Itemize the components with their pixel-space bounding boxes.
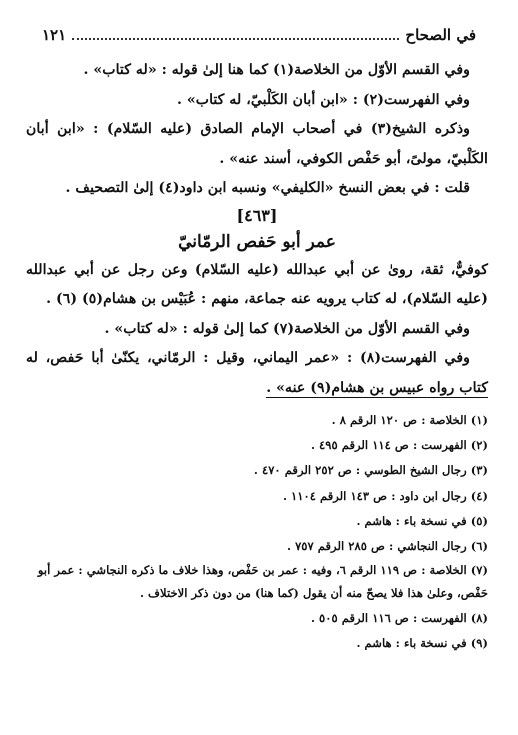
page-header bbox=[42, 22, 476, 48]
footnote: (٦) رجال النجاشي : ص ٢٨٥ الرقم ٧٥٧ . bbox=[286, 539, 488, 554]
footnote: (١) الخلاصة : ص ١٢٠ الرقم ٨ . bbox=[331, 413, 488, 427]
paragraph: وذكره الشيخ(٣) في أصحاب الإمام الصادق (عليه السّلام) : «ابن أبان الكَلْبيّ، مولىً، أبو حَفْص الكوفي، أسند عنه» . bbox=[26, 121, 488, 167]
paragraph: كوفيٌّ، ثقة، روىٰ عن أبي عبدالله (عليه السّلام) وعن رجل عن أبي عبدالله (عليه السّلام)، له كتاب يرويه عنه جماعة، منهم : عُبَيْس بن هشام(٥) (٦) . bbox=[26, 261, 488, 307]
page-number: ١٢١ bbox=[42, 26, 67, 44]
footnotes bbox=[22, 408, 488, 656]
footnote: (٨) الفهرست : ص ١١٦ الرقم ٥٠٥ . bbox=[310, 611, 488, 626]
footnote: (٧) الخلاصة : ص ١١٩ الرقم ٦، وفيه : عمر بن حَفْص، وهذا خلاف ما ذكره النجاشي : عمر أبو حَفْص، وعلىٰ هذا فلا يصحّ منه أن يقول (كما هنا) من دون ذكر الاختلاف . bbox=[37, 563, 488, 601]
paragraph: وفي القسم الأوّل من الخلاصة(١) كما هنا إلىٰ قوله : «له كتاب» . bbox=[83, 62, 470, 78]
footnote: (٩) في نسخة باء : هاشم . bbox=[356, 636, 488, 651]
paragraph: قلت : في بعض النسخ «الكليفي» ونسبه ابن داود(٤) إلىٰ التصحيف . bbox=[65, 180, 470, 196]
footnote: (٢) الفهرست : ص ١١٤ الرقم ٤٩٥ . bbox=[310, 438, 488, 453]
main-text bbox=[26, 56, 488, 403]
paragraph: وفي القسم الأوّل من الخلاصة(٧) كما إلىٰ قوله : «له كتاب» . bbox=[104, 320, 470, 337]
running-title: في الصحاح bbox=[405, 26, 476, 44]
paragraph: وفي الفهرست(٢) : «ابن أبان الكَلْبيّ، له كتاب» . bbox=[176, 91, 470, 108]
footnote-separator bbox=[266, 397, 488, 398]
entry-title: عمر أبو حَفص الرمّانيّ bbox=[178, 231, 336, 252]
footnote: (٣) رجال الشيخ الطوسي : ص ٢٥٢ الرقم ٤٧٠ . bbox=[253, 463, 488, 478]
entry-number: [٤٦٣] bbox=[236, 205, 278, 225]
paragraph: وفي الفهرست(٨) : «عمر اليماني، وقيل : الرمّاني، يكنّىٰ أبا حَفص، له كتاب رواه عبيس بن هشام(٩) عنه» . bbox=[26, 350, 488, 396]
footnote: (٤) رجال ابن داود : ص ١٤٣ الرقم ١١٠٤ . bbox=[282, 488, 488, 503]
footnote: (٥) في نسخة باء : هاشم . bbox=[356, 513, 488, 528]
header-dot-leader bbox=[72, 38, 399, 40]
